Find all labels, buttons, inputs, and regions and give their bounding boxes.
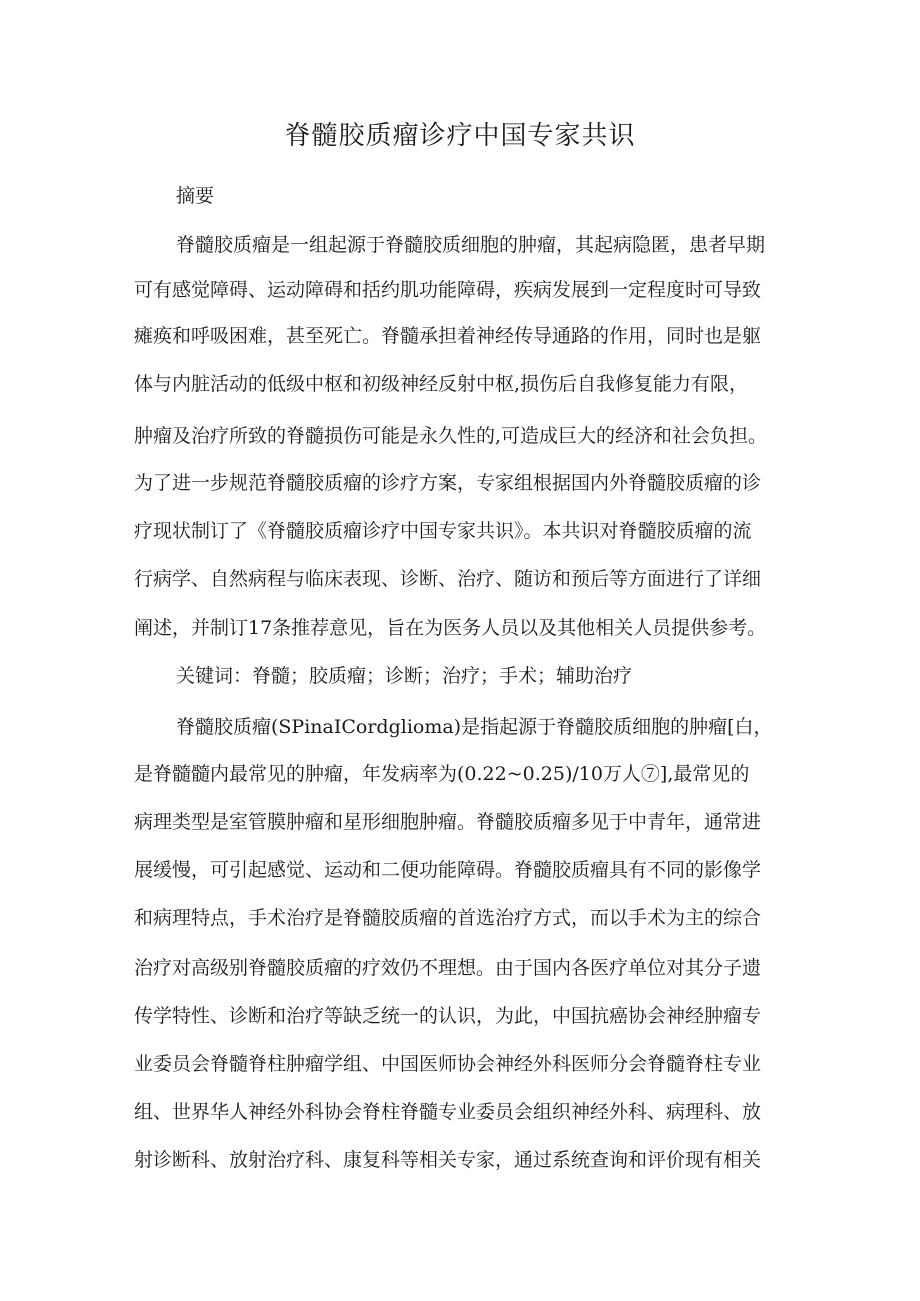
document-title: 脊髓胶质瘤诊疗中国专家共识 [284, 121, 636, 151]
abstract-line: 脊髓胶质瘤是一组起源于脊髓胶质细胞的肿瘤，其起病隐匿，患者早期 [176, 234, 766, 256]
body-line: 传学特性、诊断和治疗等缺乏统一的认识，为此，中国抗癌协会神经肿瘤专 [134, 1005, 762, 1027]
body-line: 业委员会脊髓脊柱肿瘤学组、中国医师协会神经外科医师分会脊髓脊柱专业 [134, 1053, 762, 1075]
abstract-line: 为了进一步规范脊髓胶质瘤的诊疗方案，专家组根据国内外脊髓胶质瘤的诊 [134, 472, 762, 494]
body-line: 治疗对高级别脊髓胶质瘤的疗效仍不理想。由于国内各医疗单位对其分子遗 [134, 957, 762, 979]
abstract-line: 可有感觉障碍、运动障碍和括约肌功能障碍，疾病发展到一定程度时可导致 [134, 279, 762, 301]
body-line: 是脊髓髓内最常见的肿瘤，年发病率为(0.22~0.25)/10万人⑦],最常见的 [134, 763, 750, 785]
abstract-line: 疗现状制订了《脊髓胶质瘤诊疗中国专家共识》。本共识对脊髓胶质瘤的流 [134, 520, 752, 542]
abstract-line: 阐述，并制订17条推荐意见，旨在为医务人员以及其他相关人员提供参考。 [134, 617, 767, 639]
abstract-line: 瘫痪和呼吸困难，甚至死亡。脊髓承担着神经传导通路的作用，同时也是躯 [134, 325, 762, 347]
abstract-line: 行病学、自然病程与临床表现、诊断、治疗、随访和预后等方面进行了详细 [134, 568, 762, 590]
body-line: 脊髓胶质瘤(SPinaICordglioma)是指起源于脊髓胶质细胞的肿瘤[白， [176, 716, 773, 738]
body-line: 展缓慢，可引起感觉、运动和二便功能障碍。脊髓胶质瘤具有不同的影像学 [134, 859, 762, 881]
body-line: 射诊断科、放射治疗科、康复科等相关专家，通过系统查询和评价现有相关 [134, 1149, 762, 1171]
abstract-heading: 摘要 [176, 185, 215, 207]
body-line: 病理类型是室管膜肿瘤和星形细胞肿瘤。脊髓胶质瘤多见于中青年，通常进 [134, 811, 762, 833]
keywords-line: 关键词：脊髓；胶质瘤；诊断；治疗；手术；辅助治疗 [176, 665, 633, 687]
abstract-line: 肿瘤及治疗所致的脊髓损伤可能是永久性的,可造成巨大的经济和社会负担。 [134, 425, 768, 447]
abstract-line: 体与内脏活动的低级中枢和初级神经反射中枢,损伤后自我修复能力有限， [134, 373, 749, 395]
body-line: 组、世界华人神经外科协会脊柱脊髓专业委员会组织神经外科、病理科、放 [134, 1101, 762, 1123]
body-line: 和病理特点，手术治疗是脊髓胶质瘤的首选治疗方式，而以手术为主的综合 [134, 907, 762, 929]
